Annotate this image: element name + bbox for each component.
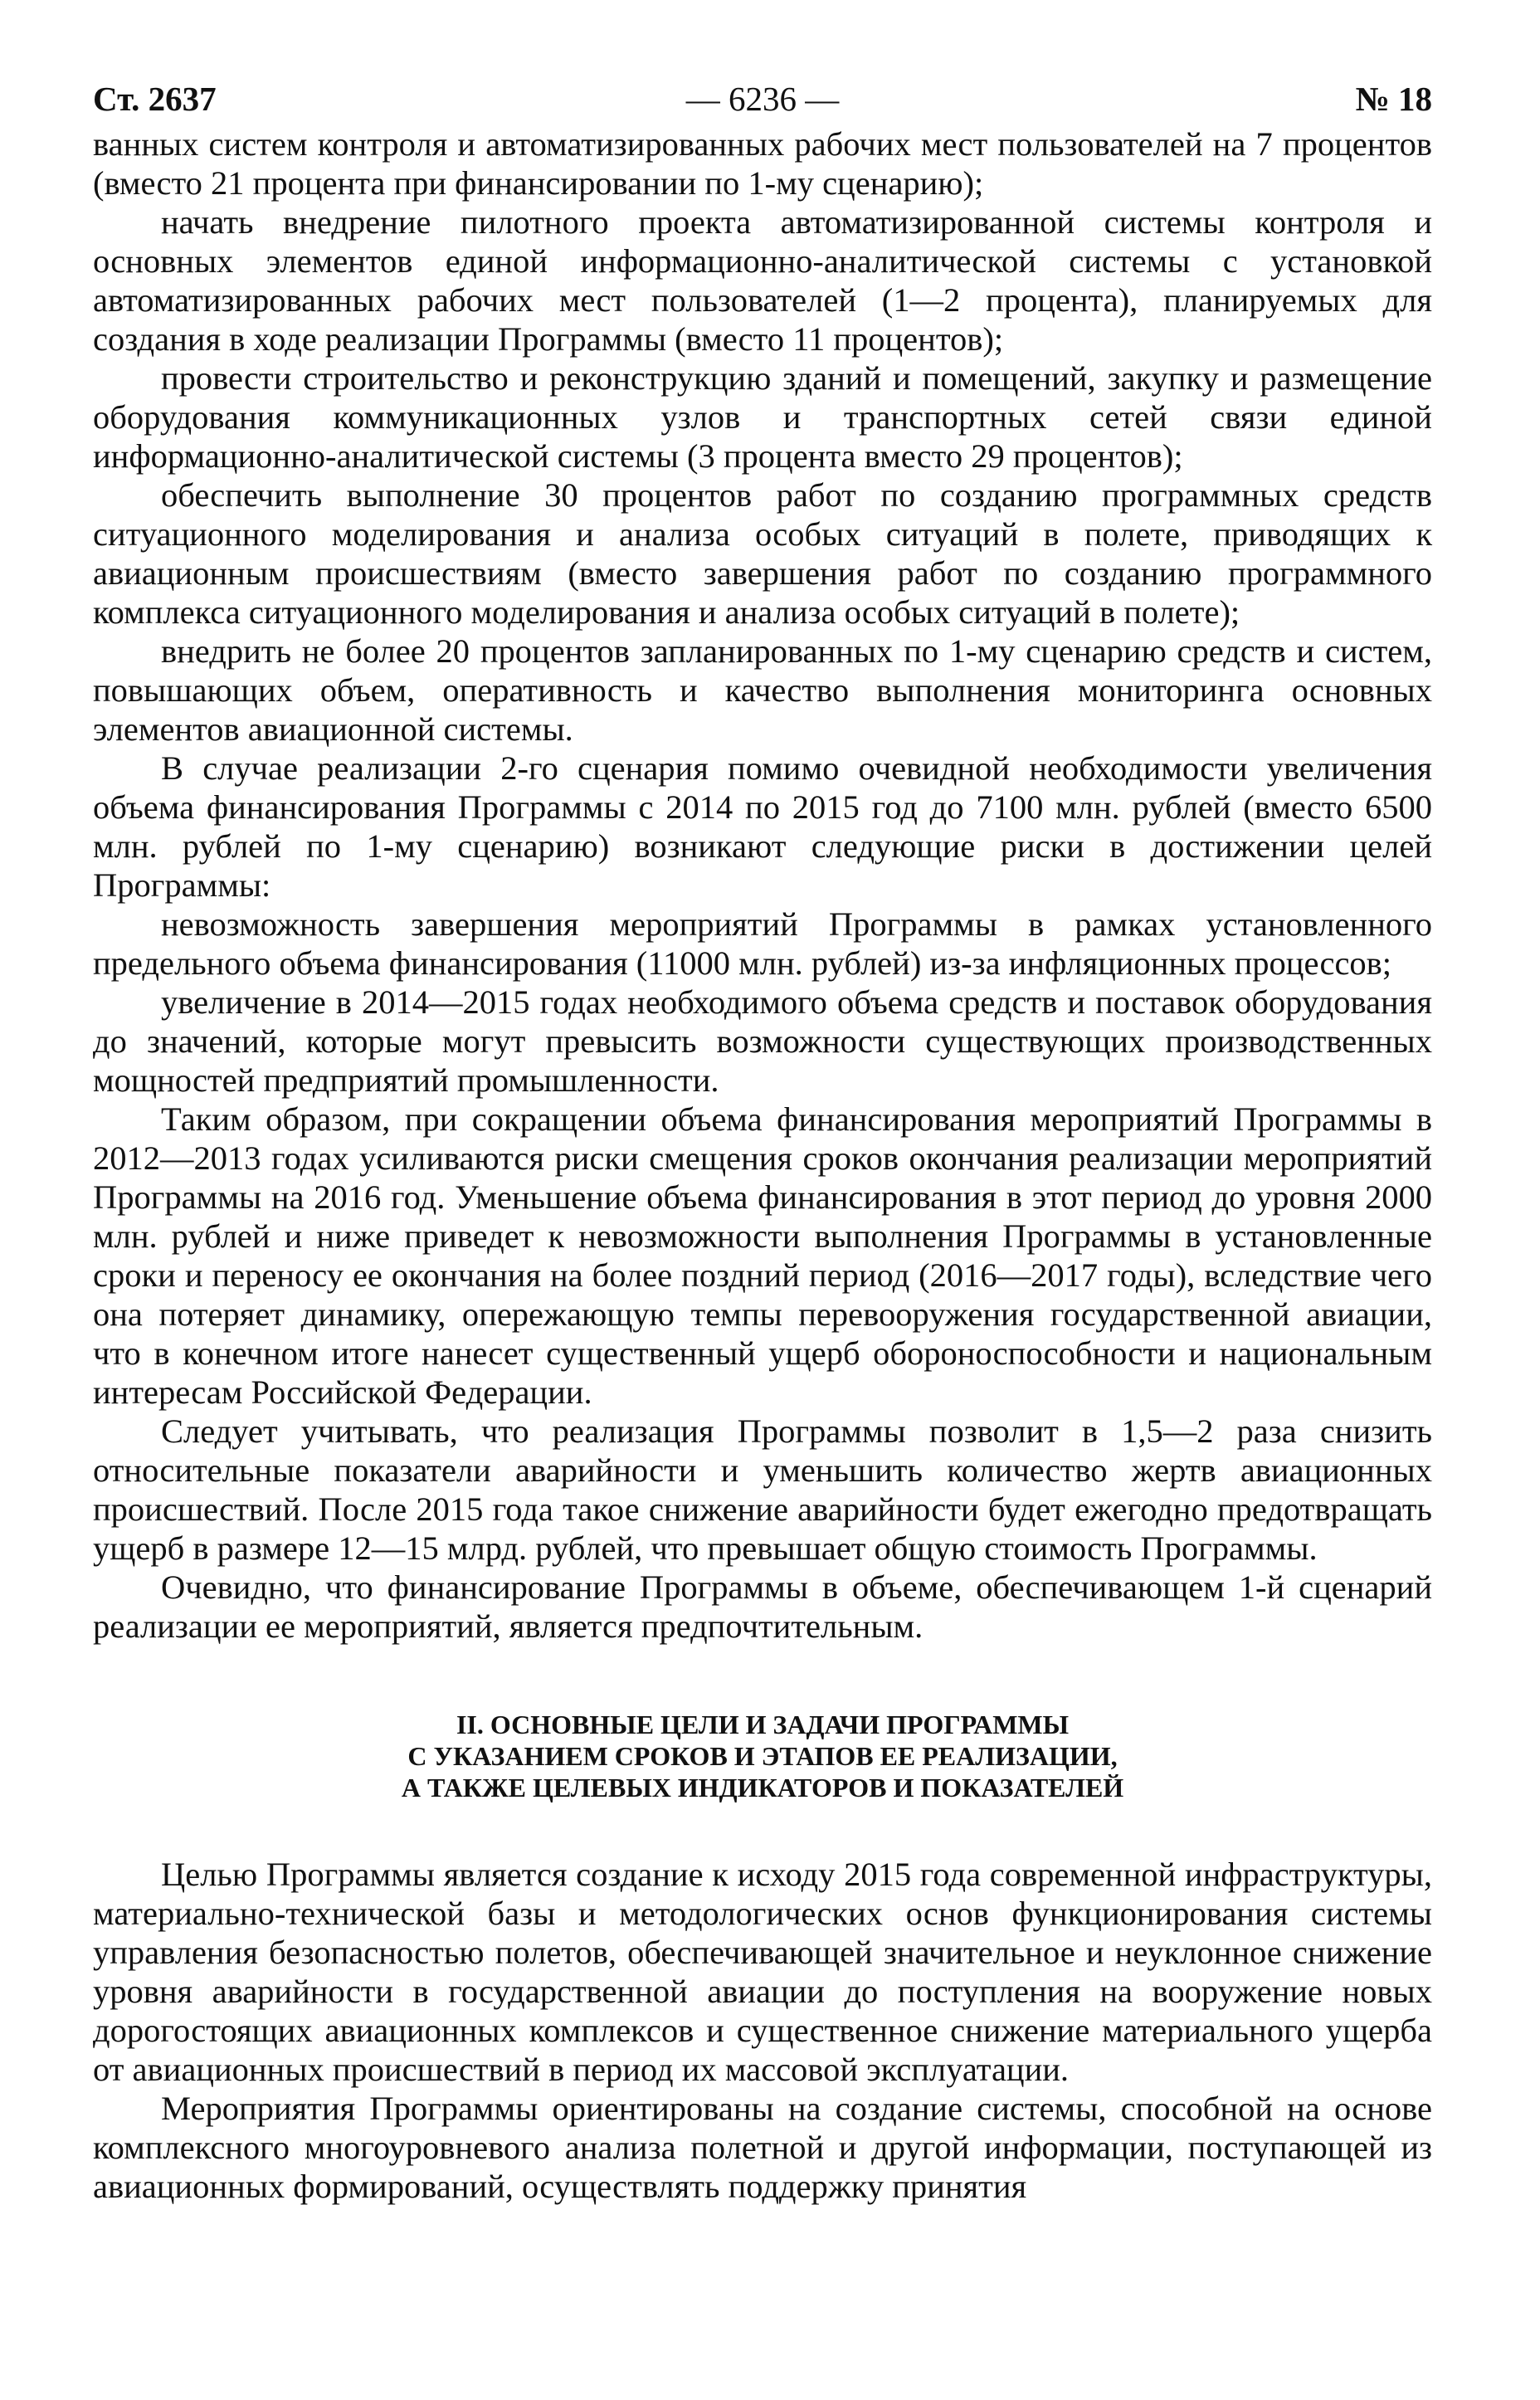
paragraph: Мероприятия Программы ориентированы на создание системы, способной на основе комплексного многоуровневого анализа полетной и другой информации, поступающей из авиационных формирований, осуществлять поддержку принятия [93, 2090, 1432, 2205]
paragraph: Таким образом, при сокращении объема финансирования мероприятий Программы в 2012—2013 годах усиливаются риски смещения сроков окончания реализации мероприятий Программы на 2016 год. Уменьшение объема финансирования в этот период до уровня 2000 млн. рублей и ниже приведет к невозможности выполнения Программы в установленные сроки и переносу ее окончания на более поздний период (2016—2017 годы), вследствие чего она потеряет динамику, опережающую темпы перевооружения государственной авиации, что в конечном итоге нанесет существенный ущерб обороноспособности и национальным интересам Российской Федерации. [93, 1100, 1432, 1411]
paragraph: Следует учитывать, что реализация Программы позволит в 1,5—2 раза снизить относительные показатели аварийности и уменьшить количество жертв авиационных происшествий. После 2015 года такое снижение аварийности будет ежегодно предотвращать ущерб в размере 12—15 млрд. рублей, что превышает общую стоимость Программы. [93, 1412, 1432, 1567]
paragraph: начать внедрение пилотного проекта автоматизированной системы контроля и основных элементов единой информационно-аналитической системы с установкой автоматизированных рабочих мест пользователей (1—2 процента), планируемых для создания в ходе реализации Программы (вместо 11 процентов); [93, 203, 1432, 358]
paragraph: Очевидно, что финансирование Программы в объеме, обеспечивающем 1-й сценарий реализации ее мероприятий, является предпочтительным. [93, 1568, 1432, 1645]
section-heading-line: С УКАЗАНИЕМ СРОКОВ И ЭТАПОВ ЕЕ РЕАЛИЗАЦИИ, [407, 1741, 1118, 1771]
paragraph: обеспечить выполнение 30 процентов работ по созданию программных средств ситуационного моделирования и анализа особых ситуаций в полете, приводящих к авиационным происшествиям (вместо завершения работ по созданию программного комплекса ситуационного моделирования и анализа особых ситуаций в полете); [93, 476, 1432, 631]
paragraph: В случае реализации 2-го сценария помимо очевидной необходимости увеличения объема финансирования Программы с 2014 по 2015 год до 7100 млн. рублей (вместо 6500 млн. рублей по 1-му сценарию) возникают следующие риски в достижении целей Программы: [93, 749, 1432, 904]
paragraph: внедрить не более 20 процентов запланированных по 1-му сценарию средств и систем, повышающих объем, оперативность и качество выполнения мониторинга основных элементов авиационной системы. [93, 632, 1432, 748]
section-heading [93, 1709, 1432, 1803]
document-page [93, 73, 1432, 2206]
issue-number: № 18 [1355, 80, 1432, 118]
paragraph: невозможность завершения мероприятий Программы в рамках установленного предельного объема финансирования (11000 млн. рублей) из-за инфляционных процессов; [93, 905, 1432, 982]
paragraph: Целью Программы является создание к исходу 2015 года современной инфраструктуры, материально-технической базы и методологических основ функционирования системы управления безопасностью полетов, обеспечивающей значительное и неуклонное снижение уровня аварийности в государственной авиации до поступления на вооружение новых дорогостоящих авиационных комплексов и существенное снижение материального ущерба от авиационных происшествий в период их массовой эксплуатации. [93, 1856, 1432, 2088]
page-number: — 6236 — [685, 80, 840, 118]
article-number: Ст. 2637 [93, 80, 217, 118]
section-heading-line: II. ОСНОВНЫЕ ЦЕЛИ И ЗАДАЧИ ПРОГРАММЫ [456, 1710, 1070, 1739]
paragraph: увеличение в 2014—2015 годах необходимого объема средств и поставок оборудования до значений, которые могут превысить возможности существующих производственных мощностей предприятий промышленности. [93, 983, 1432, 1099]
paragraph: ванных систем контроля и автоматизированных рабочих мест пользователей на 7 процентов (вместо 21 процента при финансировании по 1-му сценарию); [93, 125, 1432, 202]
section-heading-line: А ТАКЖЕ ЦЕЛЕВЫХ ИНДИКАТОРОВ И ПОКАЗАТЕЛЕЙ [401, 1773, 1124, 1802]
body-text-bottom [93, 1855, 1432, 2206]
body-text-top [93, 124, 1432, 1646]
page-header [93, 73, 1432, 124]
paragraph: провести строительство и реконструкцию зданий и помещений, закупку и размещение оборудования коммуникационных узлов и транспортных сетей связи единой информационно-аналитической системы (3 процента вместо 29 процентов); [93, 359, 1432, 475]
